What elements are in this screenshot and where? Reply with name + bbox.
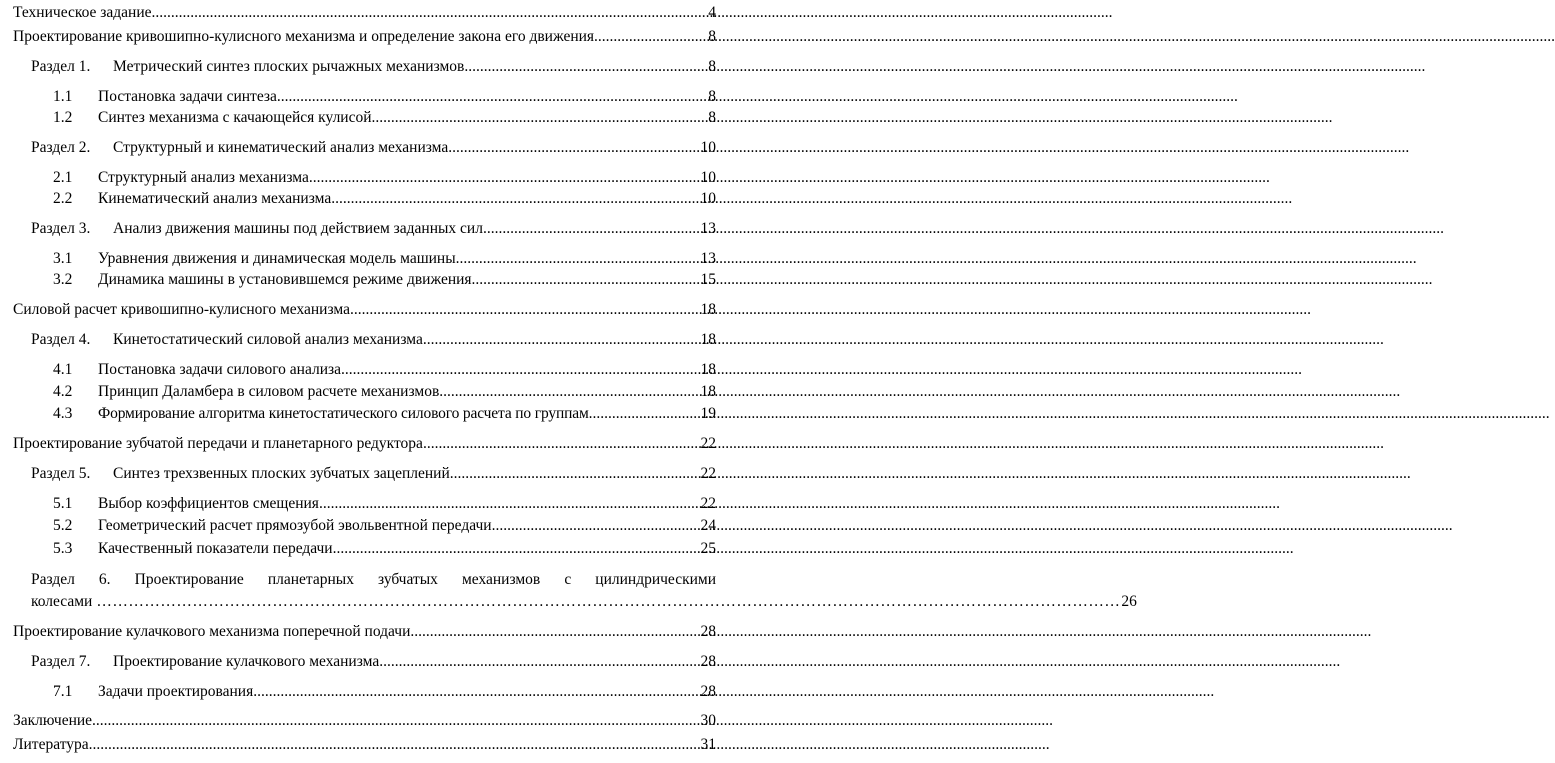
toc-entry-title: Проектирование зубчатой передачи и планетарного редуктора [13,435,423,452]
toc-entry-title: Постановка задачи синтеза [98,88,277,105]
leader-dots [448,138,699,158]
toc-entry-title: Принцип Даламбера в силовом расчете механизмов [98,383,440,400]
toc-entry-section-3[interactable] [0,219,737,239]
leader-dots [594,27,707,47]
toc-entry-page: 30 [700,712,716,729]
toc-entry-title: Проектирование кулачкового механизма [113,653,380,670]
toc-entry-title: Формирование алгоритма кинетостатического силового расчета по группам [98,405,589,422]
toc-entry-title: Геометрический расчет прямозубой эвольвентной передачи [98,517,492,534]
toc-entry-number: Раздел 1. [31,58,91,75]
toc-entry-title: Литература [13,736,89,753]
toc-entry-5-3[interactable] [0,539,737,559]
toc-entry-page: 18 [700,383,716,400]
toc-entry-number: 2.1 [53,169,73,186]
toc-entry-crank-mechanism-design[interactable] [0,27,737,47]
toc-entry-title: Постановка задачи силового анализа [98,361,342,378]
toc-entry-page: 24 [700,517,716,534]
toc-entry-section-1[interactable] [0,57,737,77]
toc-entry-title: Техническое задание [13,4,152,21]
toc-entry-title: Кинематический анализ механизма [98,190,332,207]
leader-dots [89,735,700,755]
leader-dots [96,592,1120,612]
toc-entry-number: 3.1 [53,250,73,267]
toc-entry-conclusion[interactable] [0,711,737,731]
toc-entry-page: 10 [700,169,716,186]
toc-entry-5-1[interactable] [0,494,737,514]
toc-entry-title: Проектирование кривошипно-кулисного механизма и определение закона его движения [13,28,595,45]
toc-entry-title: Заключение [13,712,93,729]
toc-entry-page: 8 [708,109,716,126]
leader-dots [92,711,699,731]
toc-entry-page: 31 [700,736,716,753]
toc-entry-page: 13 [700,220,716,237]
toc-entry-page: 28 [700,653,716,670]
toc-entry-number: 4.3 [53,405,73,422]
toc-entry-page: 15 [700,271,716,288]
toc-entry-page: 25 [700,540,716,557]
toc-entry-title: Качественный показатели передачи [98,540,333,557]
leader-dots [450,464,700,484]
toc-entry-5-2[interactable] [0,516,737,536]
toc-entry-number: 4.1 [53,361,73,378]
toc-entry-section-2[interactable] [0,138,737,158]
leader-dots [341,360,699,380]
toc-entry-number: 5.1 [53,495,73,512]
toc-entry-4-3[interactable] [0,404,737,424]
toc-entry-section-6-continued[interactable] [0,592,1137,612]
toc-entry-number: Раздел 4. [31,331,91,348]
toc-entry-number: 7.1 [53,683,73,700]
leader-dots [350,300,700,320]
toc-entry-number: 4.2 [53,383,73,400]
leader-dots [589,404,700,424]
toc-entry-4-2[interactable] [0,382,737,402]
toc-entry-page: 4 [708,4,716,21]
toc-entry-1-1[interactable] [0,87,737,107]
toc-entry-title: Динамика машины в установившемся режиме движения [98,271,472,288]
leader-dots [319,494,700,514]
toc-entry-title: Метрический синтез плоских рычажных механизмов [113,58,465,75]
toc-entry-2-2[interactable] [0,189,737,209]
toc-entry-title-line2: колесами [31,593,93,610]
toc-entry-page: 18 [700,301,716,318]
toc-entry-page: 8 [708,28,716,45]
toc-entry-3-2[interactable] [0,270,737,290]
toc-entry-number: Раздел 7. [31,653,91,670]
toc-entry-references[interactable] [0,735,737,755]
toc-entry-page: 10 [700,139,716,156]
toc-entry-page: 18 [700,331,716,348]
toc-entry-page: 13 [700,250,716,267]
toc-entry-section-5[interactable] [0,464,737,484]
toc-entry-page: 26 [1121,593,1137,610]
toc-entry-number: 5.3 [53,540,73,557]
toc-entry-number: Раздел 3. [31,220,91,237]
leader-dots [331,189,699,209]
leader-dots [456,249,700,269]
toc-entry-page: 8 [708,88,716,105]
toc-entry-force-calculation[interactable] [0,300,737,320]
leader-dots [152,3,708,23]
toc-entry-section-4[interactable] [0,330,737,350]
toc-entry-number: 3.2 [53,271,73,288]
toc-entry-title: Структурный анализ механизма [98,169,309,186]
leader-dots [439,382,699,402]
toc-entry-page: 28 [700,623,716,640]
toc-entry-section-7[interactable] [0,652,737,672]
toc-entry-page: 28 [700,683,716,700]
toc-entry-page: 10 [700,190,716,207]
leader-dots [277,87,707,107]
leader-dots [492,516,700,536]
toc-entry-number: 2.2 [53,190,73,207]
leader-dots [253,682,699,702]
toc-entry-page: 8 [708,58,716,75]
toc-entry-7-1[interactable] [0,682,737,702]
toc-entry-page: 18 [700,361,716,378]
toc-entry-cam-mechanism-design[interactable] [0,622,737,642]
toc-entry-title: Уравнения движения и динамическая модель машины [98,250,456,267]
toc-entry-page: 22 [700,435,716,452]
toc-entry-title: Кинетостатический силовой анализ механизма [113,331,423,348]
toc-entry-1-2[interactable] [0,108,737,128]
toc-entry-4-1[interactable] [0,360,737,380]
toc-entry-number: 1.2 [53,109,73,126]
toc-entry-title: Анализ движения машины под действием заданных сил [113,220,483,237]
leader-dots [309,168,700,188]
toc-entry-number: 1.1 [53,88,73,105]
leader-dots [472,270,700,290]
toc-entry-gear-design[interactable] [0,434,737,454]
toc-entry-section-6[interactable] [0,570,737,590]
leader-dots [333,539,700,559]
toc-entry-title: Задачи проектирования [98,683,254,700]
leader-dots [483,219,700,239]
toc-entry-page: 22 [700,495,716,512]
toc-entry-number: Раздел 5. [31,465,91,482]
toc-entry-number: Раздел 6. [31,571,111,588]
toc-entry-title: Синтез трехзвенных плоских зубчатых зацеплений [113,465,450,482]
toc-entry-number: 5.2 [53,517,73,534]
toc-entry-title: Выбор коэффициентов смещения [98,495,319,512]
toc-entry-page: 19 [700,405,716,422]
toc-entry-number: Раздел 2. [31,139,91,156]
leader-dots [423,330,700,350]
leader-dots [379,652,699,672]
toc-entry-technical-task[interactable] [0,3,737,23]
toc-entry-title: Структурный и кинематический анализ механизма [113,139,449,156]
toc-entry-title: Проектирование кулачкового механизма поперечной подачи [13,623,411,640]
leader-dots [410,622,699,642]
toc-entry-title: Силовой расчет кривошипно-кулисного механизма [13,301,350,318]
toc-entry-3-1[interactable] [0,249,737,269]
toc-entry-title-line1: Проектирование планетарных зубчатых механизмов с цилиндрическими [134,571,716,588]
toc-entry-2-1[interactable] [0,168,737,188]
leader-dots [423,434,700,454]
toc-entry-title: Синтез механизма с качающейся кулисой [98,109,372,126]
leader-dots [372,108,708,128]
leader-dots [464,57,707,77]
toc-entry-page: 22 [700,465,716,482]
